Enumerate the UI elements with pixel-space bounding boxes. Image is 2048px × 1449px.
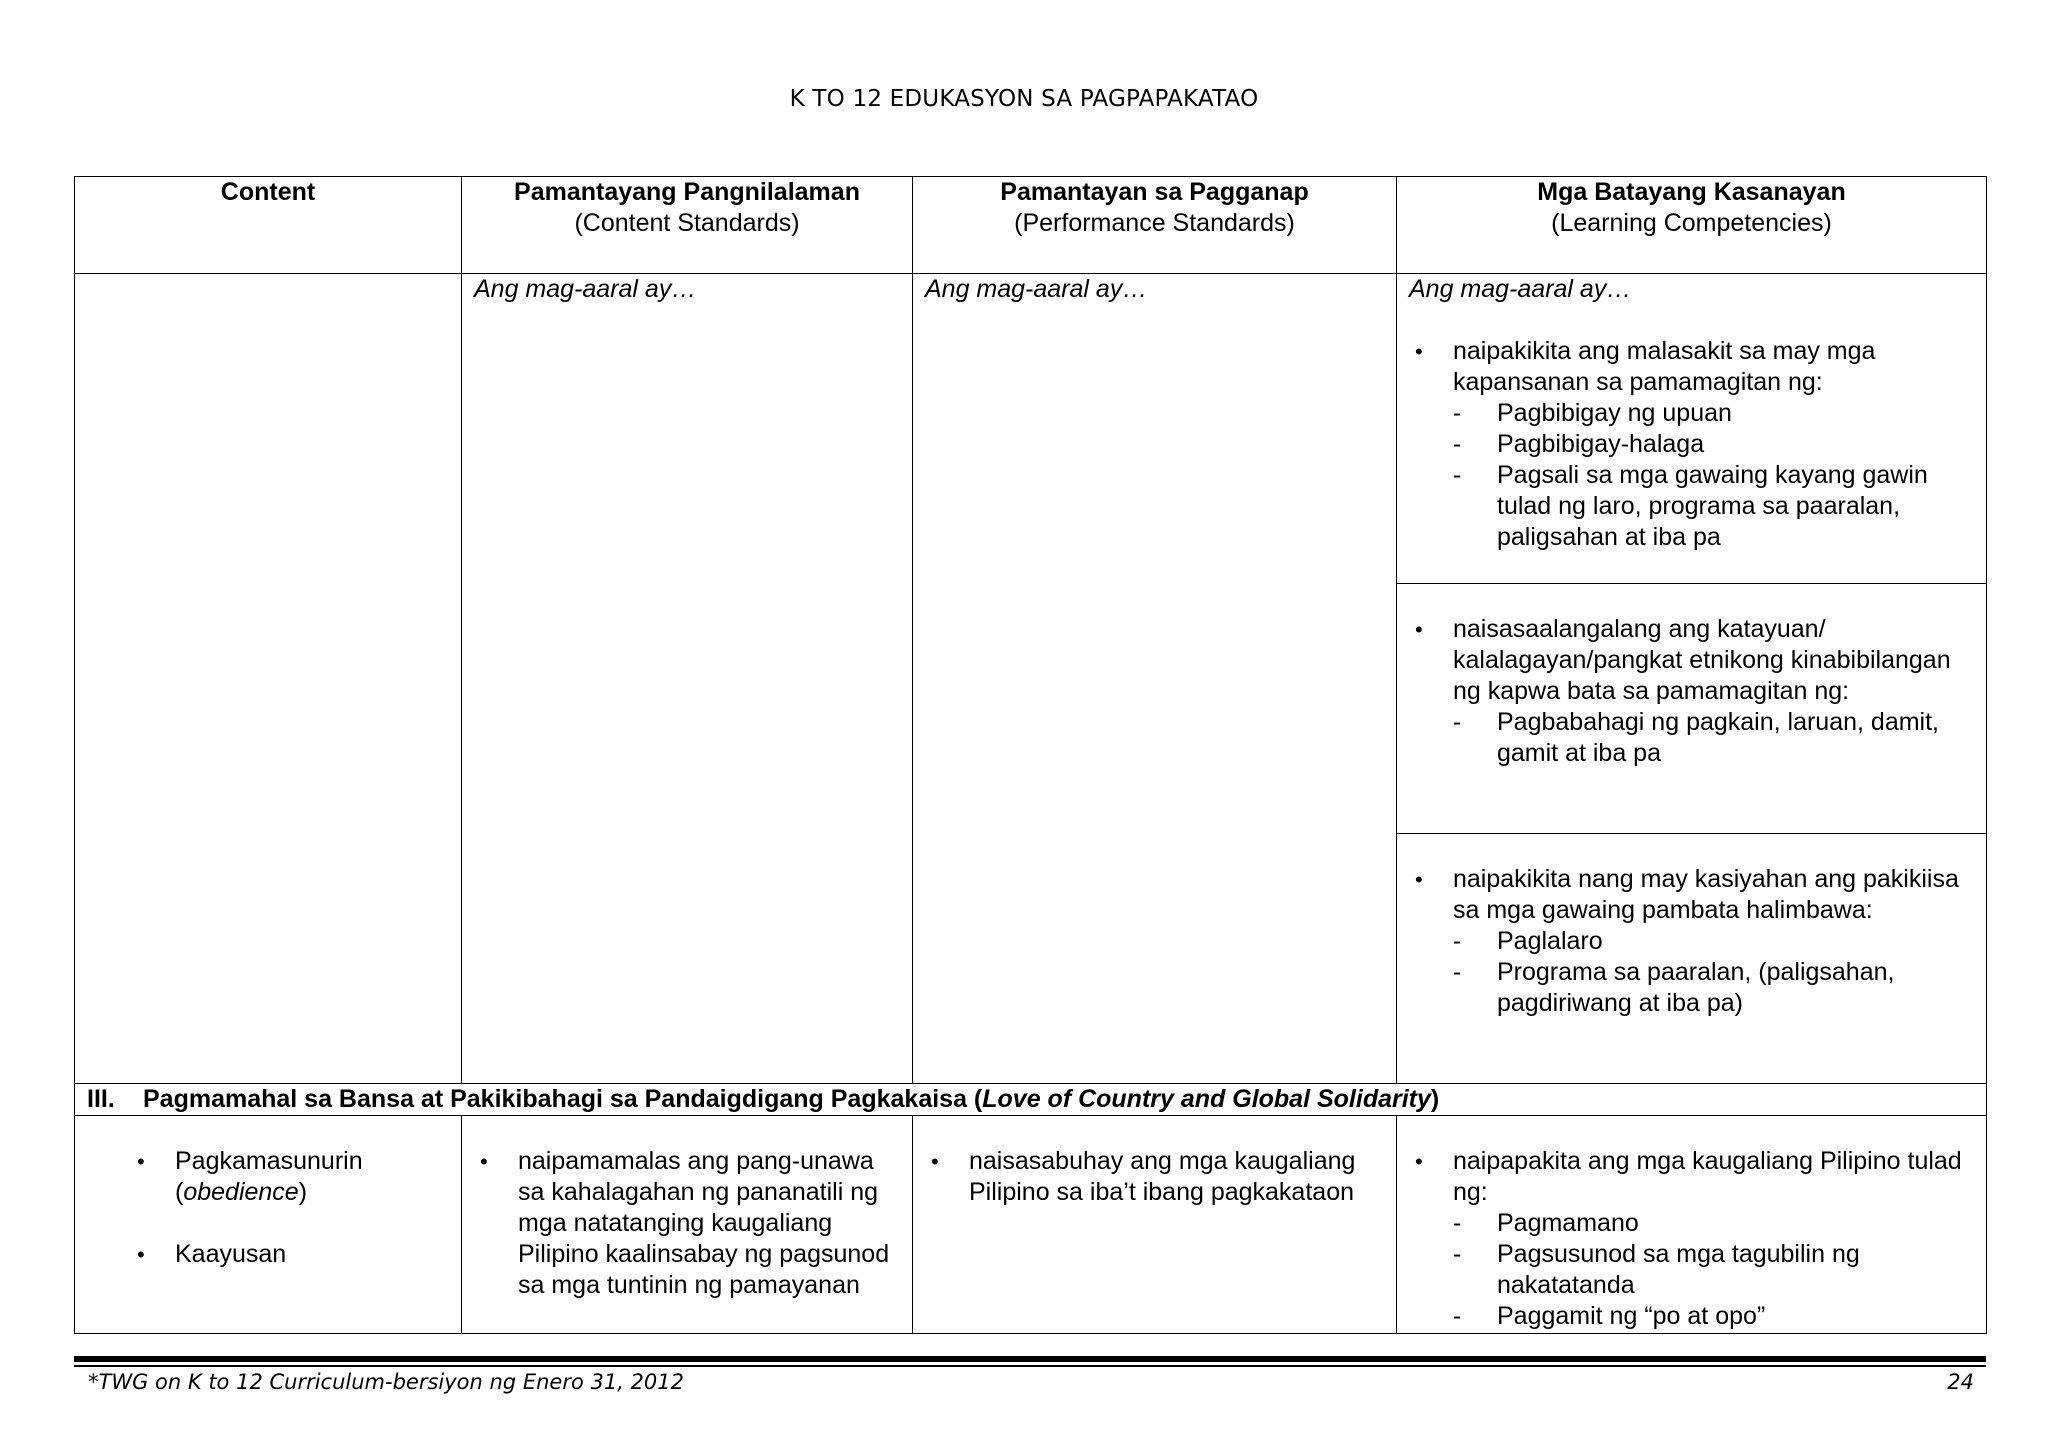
standards-list [474,1146,900,1301]
footer-rule [74,1356,1986,1362]
content-cell-empty [75,274,462,1084]
content-paren-open: ( [175,1178,184,1206]
performance-standards-cell [913,274,1397,1084]
list-item: • naisasabuhay ang mga kaugaliang Pilipino sa iba’t ibang pagkakataon [925,1146,1384,1208]
competency-cell [1397,274,1987,584]
header-learning-competencies [1397,177,1987,274]
competency-cell [1397,1116,1987,1334]
table-row [75,274,1987,584]
content-item: Pagkamasunurin [175,1147,363,1175]
content-paren-close: ) [298,1178,308,1206]
section-heading [75,1084,1987,1116]
sub-list [1453,707,1974,769]
table-header-row [75,177,1987,274]
section-title: Pagmamahal sa Bansa at Pakikibahagi sa Pandaigdigang Pagkakaisa ( [143,1085,983,1113]
list-item [1409,1146,1974,1332]
competency-list [1409,864,1974,1019]
list-item: - Paggamit ng “po at opo” [1453,1301,1974,1332]
header-content-label: Content [220,178,316,206]
footer-rule-thin [74,1365,1986,1367]
competency-text: naipakikita nang may kasiyahan ang pakikiisa sa mga gawaing pambata halimbawa: [1453,865,1959,924]
table-row [75,1116,1987,1334]
header-performance-standards-sub: (Performance Standards) [1014,209,1295,237]
curriculum-table [74,176,1987,1334]
content-standards-cell [462,274,913,1084]
sub-list [1453,398,1974,553]
list-item: - Programa sa paaralan, (paligsahan, pagdiriwang at iba pa) [1453,957,1974,1019]
competency-list [1409,1146,1974,1332]
competency-text: naipakikita ang malasakit sa may mga kapansanan sa pamamagitan ng: [1453,337,1876,396]
header-content [75,177,462,274]
list-item [1409,864,1974,1019]
footer-note: *TWG on K to 12 Curriculum-bersiyon ng Enero 31, 2012 [88,1370,684,1394]
list-item: • naipamamalas ang pang-unawa sa kahalagahan ng pananatili ng mga natatanging kaugaliang Pilipino kaalinsabay ng pagsunod sa mga tuntinin ng pamayanan [474,1146,900,1301]
competency-text: naipapakita ang mga kaugaliang Pilipino tulad ng: [1453,1147,1962,1206]
sub-list [1453,926,1974,1019]
header-learning-competencies-label: Mga Batayang Kasanayan [1537,178,1846,206]
page-number: 24 [1947,1370,1974,1394]
header-learning-competencies-sub: (Learning Competencies) [1551,209,1832,237]
content-item-english: obedience [183,1178,299,1206]
header-content-standards [462,177,913,274]
section-number: III. [87,1085,115,1113]
section-close: ) [1430,1085,1440,1113]
competency-list [1409,614,1974,769]
competency-list [1409,336,1974,553]
list-item: - Pagsusunod sa mga tagubilin ng nakatatanda [1453,1239,1974,1301]
page-title: K TO 12 EDUKASYON SA PAGPAPAKATAO [789,86,1259,112]
list-item: - Pagbibigay ng upuan [1453,398,1974,429]
header-performance-standards [913,177,1397,274]
performance-standards-cell [913,1116,1397,1334]
section-heading-row [75,1084,1987,1116]
content-cell [75,1116,462,1334]
sub-list [1453,1208,1974,1332]
header-content-standards-label: Pamantayang Pangnilalaman [514,178,860,206]
list-item: - Paglalaro [1453,926,1974,957]
competency-cell [1397,834,1987,1084]
list-item: - Pagsali sa mga gawaing kayang gawin tulad ng laro, programa sa paaralan, paligsahan at iba pa [1453,460,1974,553]
section-english: Love of Country and Global Solidarity [982,1085,1431,1113]
list-item [131,1146,449,1208]
list-item: - Pagbibigay-halaga [1453,429,1974,460]
list-item [1409,614,1974,769]
content-list [131,1146,449,1270]
performance-list [925,1146,1384,1208]
lead-text: Ang mag-aaral ay… [474,275,697,303]
list-item: - Pagmamano [1453,1208,1974,1239]
list-item: • Kaayusan [131,1239,449,1270]
list-item [1409,336,1974,553]
lead-text: Ang mag-aaral ay… [1409,275,1632,303]
lead-text: Ang mag-aaral ay… [925,275,1148,303]
header-performance-standards-label: Pamantayan sa Pagganap [1000,178,1309,206]
competency-cell [1397,584,1987,834]
content-standards-cell [462,1116,913,1334]
list-item: - Pagbabahagi ng pagkain, laruan, damit, gamit at iba pa [1453,707,1974,769]
competency-text: naisasaalangalang ang katayuan/ kalalagayan/pangkat etnikong kinabibilangan ng kapwa bata sa pamamagitan ng: [1453,615,1951,705]
header-content-standards-sub: (Content Standards) [574,209,800,237]
